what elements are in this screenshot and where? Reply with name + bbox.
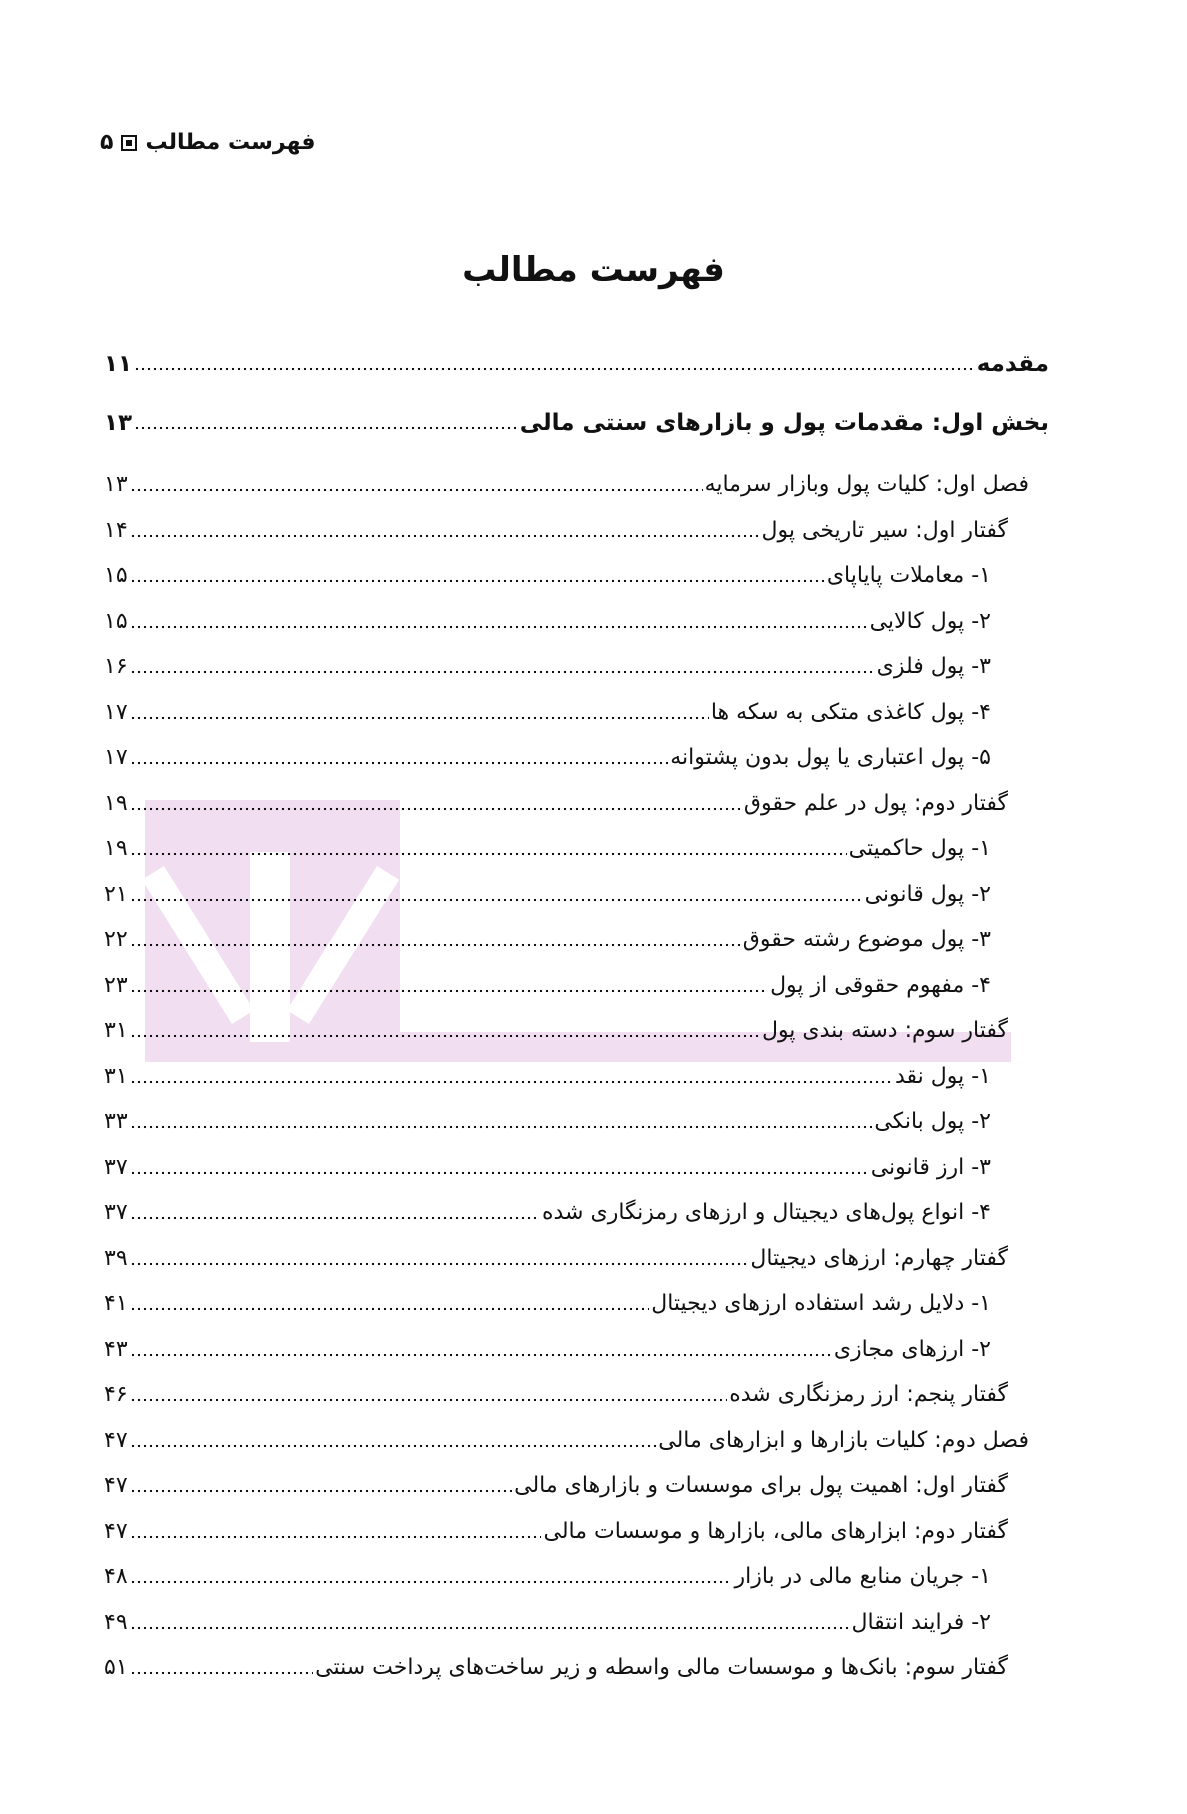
dot-leader	[130, 989, 768, 993]
toc-entry-page: ۱۳	[104, 410, 133, 436]
dot-leader	[130, 579, 825, 583]
toc-entry[interactable]	[104, 785, 1008, 819]
toc-entry-page: ۴۶	[104, 1382, 128, 1407]
toc-entry-page: ۱۹	[104, 836, 128, 861]
toc-entry[interactable]	[104, 830, 991, 864]
dot-leader	[130, 1580, 733, 1584]
toc-entry-page: ۱۴	[104, 517, 128, 543]
dot-leader	[130, 1535, 542, 1539]
toc-entry-page: ۱۵	[104, 563, 128, 588]
toc-entry-page: ۱۳	[104, 472, 128, 497]
toc-entry-title: ۲- پول بانکی	[874, 1109, 991, 1134]
toc-entry-page: ۱۶	[104, 654, 128, 679]
dot-leader	[130, 1080, 893, 1084]
dot-leader	[130, 1034, 760, 1038]
dot-leader	[130, 1398, 728, 1402]
toc-entry-title: ۴- پول کاغذی متکی به سکه ها	[710, 699, 991, 725]
toc-entry-page: ۱۹	[104, 790, 128, 816]
dot-leader	[130, 488, 703, 492]
square-ornament-icon	[121, 135, 137, 151]
toc-entry-title: گفتار پنجم: ارز رمزنگاری شده	[729, 1382, 1008, 1407]
dot-leader	[130, 1216, 540, 1220]
toc-entry-title: ۱- پول حاکمیتی	[848, 836, 991, 861]
toc-entry-page: ۴۷	[104, 1427, 128, 1453]
toc-entry[interactable]	[104, 557, 991, 591]
dot-leader	[130, 1671, 314, 1675]
toc-entry-title: فصل دوم: کلیات بازارها و ابزارهای مالی	[658, 1427, 1029, 1453]
toc-entry-page: ۳۱	[104, 1063, 128, 1089]
dot-leader	[130, 761, 669, 765]
toc-entry-page: ۳۷	[104, 1154, 128, 1180]
toc-entry[interactable]	[104, 1012, 1008, 1046]
toc-entry[interactable]	[104, 694, 991, 728]
toc-entry[interactable]	[104, 466, 1029, 500]
toc-entry-title: ۱- معاملات پایاپای	[826, 563, 991, 588]
dot-leader	[130, 943, 741, 947]
toc-entry[interactable]	[104, 345, 1049, 379]
dot-leader	[130, 807, 742, 811]
toc-entry[interactable]	[104, 1376, 1008, 1410]
toc-entry-title: گفتار چهارم: ارزهای دیجیتال	[750, 1245, 1008, 1271]
toc-entry-page: ۴۹	[104, 1609, 128, 1635]
toc-entry-page: ۵۱	[104, 1655, 128, 1680]
toc-entry-title: گفتار اول: اهمیت پول برای موسسات و بازارهای مالی	[514, 1473, 1008, 1498]
toc-entry-title: گفتار سوم: بانک‌ها و موسسات مالی واسطه و زیر ساخت‌های پرداخت سنتی	[315, 1655, 1008, 1680]
toc-entry-title: ۲- فرایند انتقال	[851, 1609, 991, 1635]
toc-entry-page: ۲۲	[104, 927, 128, 952]
toc-entry[interactable]	[104, 404, 1049, 438]
toc-entry-page: ۴۸	[104, 1564, 128, 1589]
dot-leader	[130, 625, 868, 629]
toc-entry-title: گفتار دوم: ابزارهای مالی، بازارها و موسسات مالی	[543, 1518, 1008, 1544]
toc-entry[interactable]	[104, 1240, 1008, 1274]
dot-leader	[130, 1353, 832, 1357]
toc-entry[interactable]	[104, 1558, 991, 1592]
dot-leader	[134, 426, 518, 430]
toc-entry-page: ۳۷	[104, 1200, 128, 1225]
toc-entry[interactable]	[104, 1058, 991, 1092]
toc-entry-title: ۲- ارزهای مجازی	[833, 1336, 991, 1362]
dot-leader	[130, 534, 760, 538]
toc-entry-title: ۲- پول کالایی	[869, 608, 991, 634]
toc-entry-title: ۴- مفهوم حقوقی از پول	[770, 972, 991, 998]
toc-entry-title: ۱- دلایل رشد استفاده ارزهای دیجیتال	[651, 1291, 991, 1316]
toc-entry[interactable]	[104, 876, 991, 910]
toc-entry[interactable]	[104, 1103, 991, 1137]
toc-entry-title: فصل اول: کلیات پول وبازار سرمایه	[704, 472, 1029, 497]
page-number: ۵	[100, 130, 114, 155]
dot-leader	[130, 670, 875, 674]
dot-leader	[130, 1489, 512, 1493]
toc-entry[interactable]	[104, 1285, 991, 1319]
toc-entry[interactable]	[104, 739, 991, 773]
toc-entry-title: ۱- پول نقد	[894, 1063, 991, 1089]
dot-leader	[130, 716, 709, 720]
toc-entry-title: گفتار سوم: دسته بندی پول	[761, 1018, 1008, 1043]
toc-entry-title: ۲- پول قانونی	[864, 881, 991, 907]
toc-entry-title: ۵- پول اعتباری یا پول بدون پشتوانه	[670, 745, 991, 770]
toc-entry-page: ۲۳	[104, 972, 128, 998]
toc-entry-page: ۱۷	[104, 699, 128, 725]
toc-entry-page: ۱۵	[104, 608, 128, 634]
page-title: فهرست مطالب	[462, 250, 725, 290]
toc-entry-page: ۳۱	[104, 1018, 128, 1043]
toc-entry-page: ۴۷	[104, 1473, 128, 1498]
dot-leader	[130, 1626, 850, 1630]
toc-entry-page: ۱۷	[104, 745, 128, 770]
running-header-title: فهرست مطالب	[145, 130, 316, 155]
toc-entry[interactable]	[104, 1513, 1008, 1547]
running-header	[100, 130, 316, 155]
toc-entry-title: ۱- جریان منابع مالی در بازار	[734, 1564, 991, 1589]
toc-entry[interactable]	[104, 921, 991, 955]
toc-entry[interactable]	[104, 1331, 991, 1365]
toc-entry[interactable]	[104, 1604, 991, 1638]
toc-entry-title: بخش اول: مقدمات پول و بازارهای سنتی مالی	[519, 410, 1049, 436]
toc-entry[interactable]	[104, 512, 1008, 546]
dot-leader	[130, 1307, 650, 1311]
dot-leader	[130, 1125, 873, 1129]
toc-entry[interactable]	[104, 1194, 991, 1228]
toc-entry[interactable]	[104, 1422, 1029, 1456]
toc-entry[interactable]	[104, 1649, 1008, 1683]
toc-entry-title: گفتار اول: سیر تاریخی پول	[761, 517, 1008, 543]
dot-leader	[130, 852, 847, 856]
toc-entry-page: ۳۹	[104, 1245, 128, 1271]
toc-entry[interactable]	[104, 967, 991, 1001]
toc-entry-page: ۴۷	[104, 1518, 128, 1544]
dot-leader	[130, 898, 863, 902]
toc-entry-page: ۱۱	[104, 351, 133, 377]
toc-entry-title: مقدمه	[976, 351, 1049, 377]
dot-leader	[130, 1444, 657, 1448]
toc-entry[interactable]	[104, 1149, 991, 1183]
toc-entry-page: ۴۱	[104, 1291, 128, 1316]
toc-entry-title: ۳- ارز قانونی	[870, 1154, 991, 1180]
toc-entry-title: ۳- پول موضوع رشته حقوق	[742, 927, 991, 952]
toc-entry-page: ۳۳	[104, 1109, 128, 1134]
dot-leader	[134, 367, 975, 371]
toc-entry[interactable]	[104, 1467, 1008, 1501]
toc-entry[interactable]	[104, 648, 991, 682]
toc-entry-title: ۳- پول فلزی	[876, 654, 991, 679]
toc-entry-page: ۴۳	[104, 1336, 128, 1362]
dot-leader	[130, 1262, 749, 1266]
toc-entry[interactable]	[104, 603, 991, 637]
toc-entry-title: ۴- انواع پول‌های دیجیتال و ارزهای رمزنگاری شده	[541, 1200, 991, 1225]
dot-leader	[130, 1171, 869, 1175]
toc-entry-title: گفتار دوم: پول در علم حقوق	[743, 790, 1008, 816]
toc-entry-page: ۲۱	[104, 881, 128, 907]
